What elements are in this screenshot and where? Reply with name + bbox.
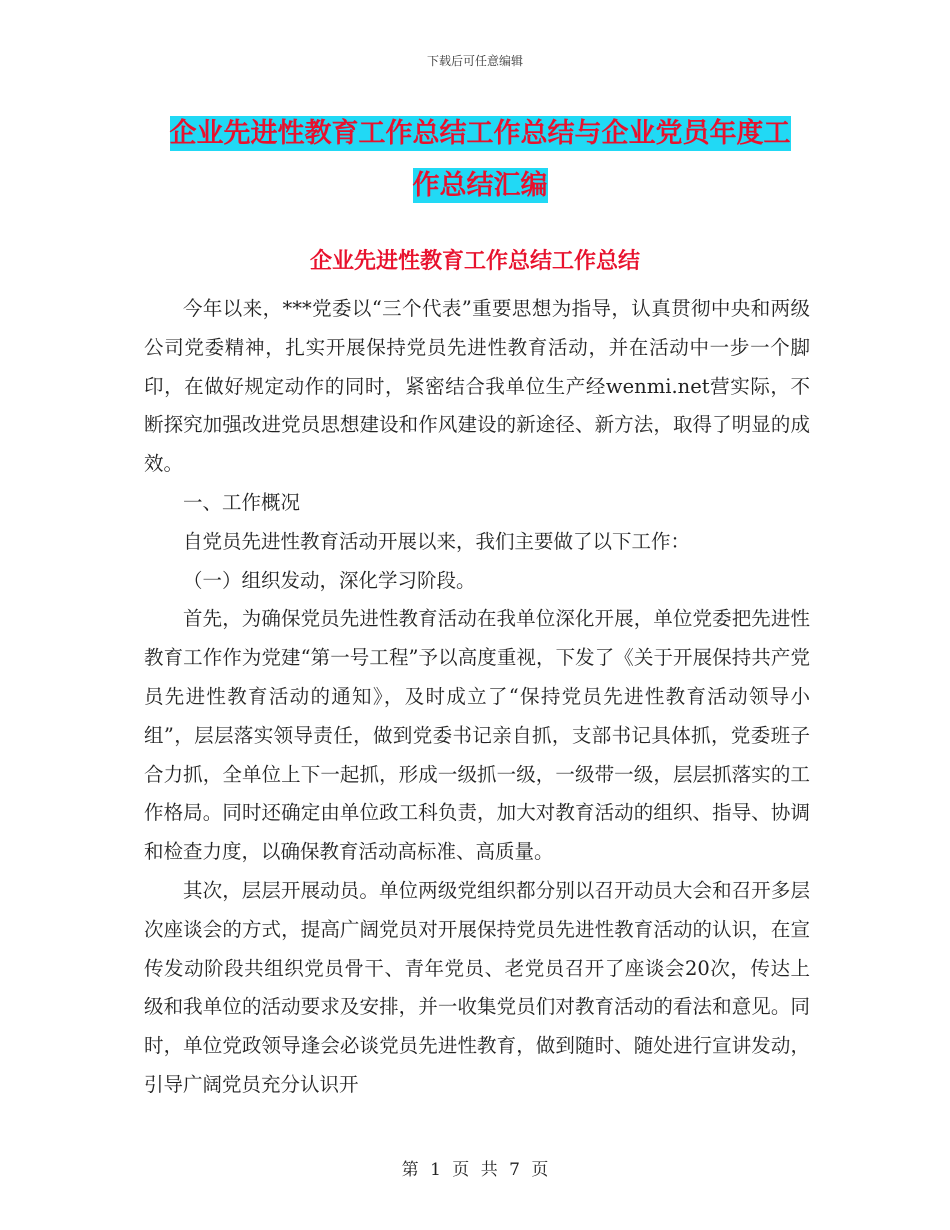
document-title-line-1: 企业先进性教育工作总结工作总结与企业党员年度工 (169, 118, 791, 149)
paragraph-overview-lead: 自党员先进性教育活动开展以来，我们主要做了以下工作： (183, 529, 691, 553)
paragraph-intro: 今年以来，***党委以“三个代表”重要思想为指导，认真贯彻中央和两级公司党委精神，扎实开展保持党员先进性教育活动，并在活动中一步一个脚印，在做好规定动作的同时，紧密结合我单位生产经wenmi.net营实际，不断探究加强改进党员思想建设和作风建设的新途径、新方法，取得了明显的成效。 (144, 297, 810, 476)
paragraph-first: 首先，为确保党员先进性教育活动在我单位深化开展，单位党委把先进性教育工作作为党建“第一号工程”予以高度重视，下发了《关于开展保持共产党员先进性教育活动的通知》，及时成立了“保持党员先进性教育活动领导小组”，层层落实领导责任，做到党委书记亲自抓，支部书记具体抓，党委班子合力抓，全单位上下一起抓，形成一级抓一级，一级带一级，层层抓落实的工作格局。同时还确定由单位政工科负责，加大对教育活动的组织、指导、协调和检查力度，以确保教育活动高标准、高质量。 (144, 607, 810, 864)
document-title-line-2: 作总结汇编 (412, 170, 548, 201)
heading-work-overview: 一、工作概况 (183, 490, 301, 514)
page-header: 下载后可任意编辑 (426, 54, 523, 68)
subheading-organize: （一）组织发动，深化学习阶段。 (183, 568, 476, 592)
document-body (144, 290, 810, 1105)
page-footer: 第 1 页 共 7 页 (401, 1160, 549, 1180)
paragraph-second: 其次，层层开展动员。单位两级党组织都分别以召开动员大会和召开多层次座谈会的方式，提高广阔党员对开展保持党员先进性教育活动的认识，在宣传发动阶段共组织党员骨干、青年党员、老党员召开了座谈会20次，传达上级和我单位的活动要求及安排，并一收集党员们对教育活动的看法和意见。同时，单位党政领导逢会必谈党员先进性教育，做到随时、随处进行宣讲发动，引导广阔党员充分认识开 (144, 878, 810, 1096)
section-title: 企业先进性教育工作总结工作总结 (309, 248, 640, 274)
document-title (140, 108, 820, 212)
